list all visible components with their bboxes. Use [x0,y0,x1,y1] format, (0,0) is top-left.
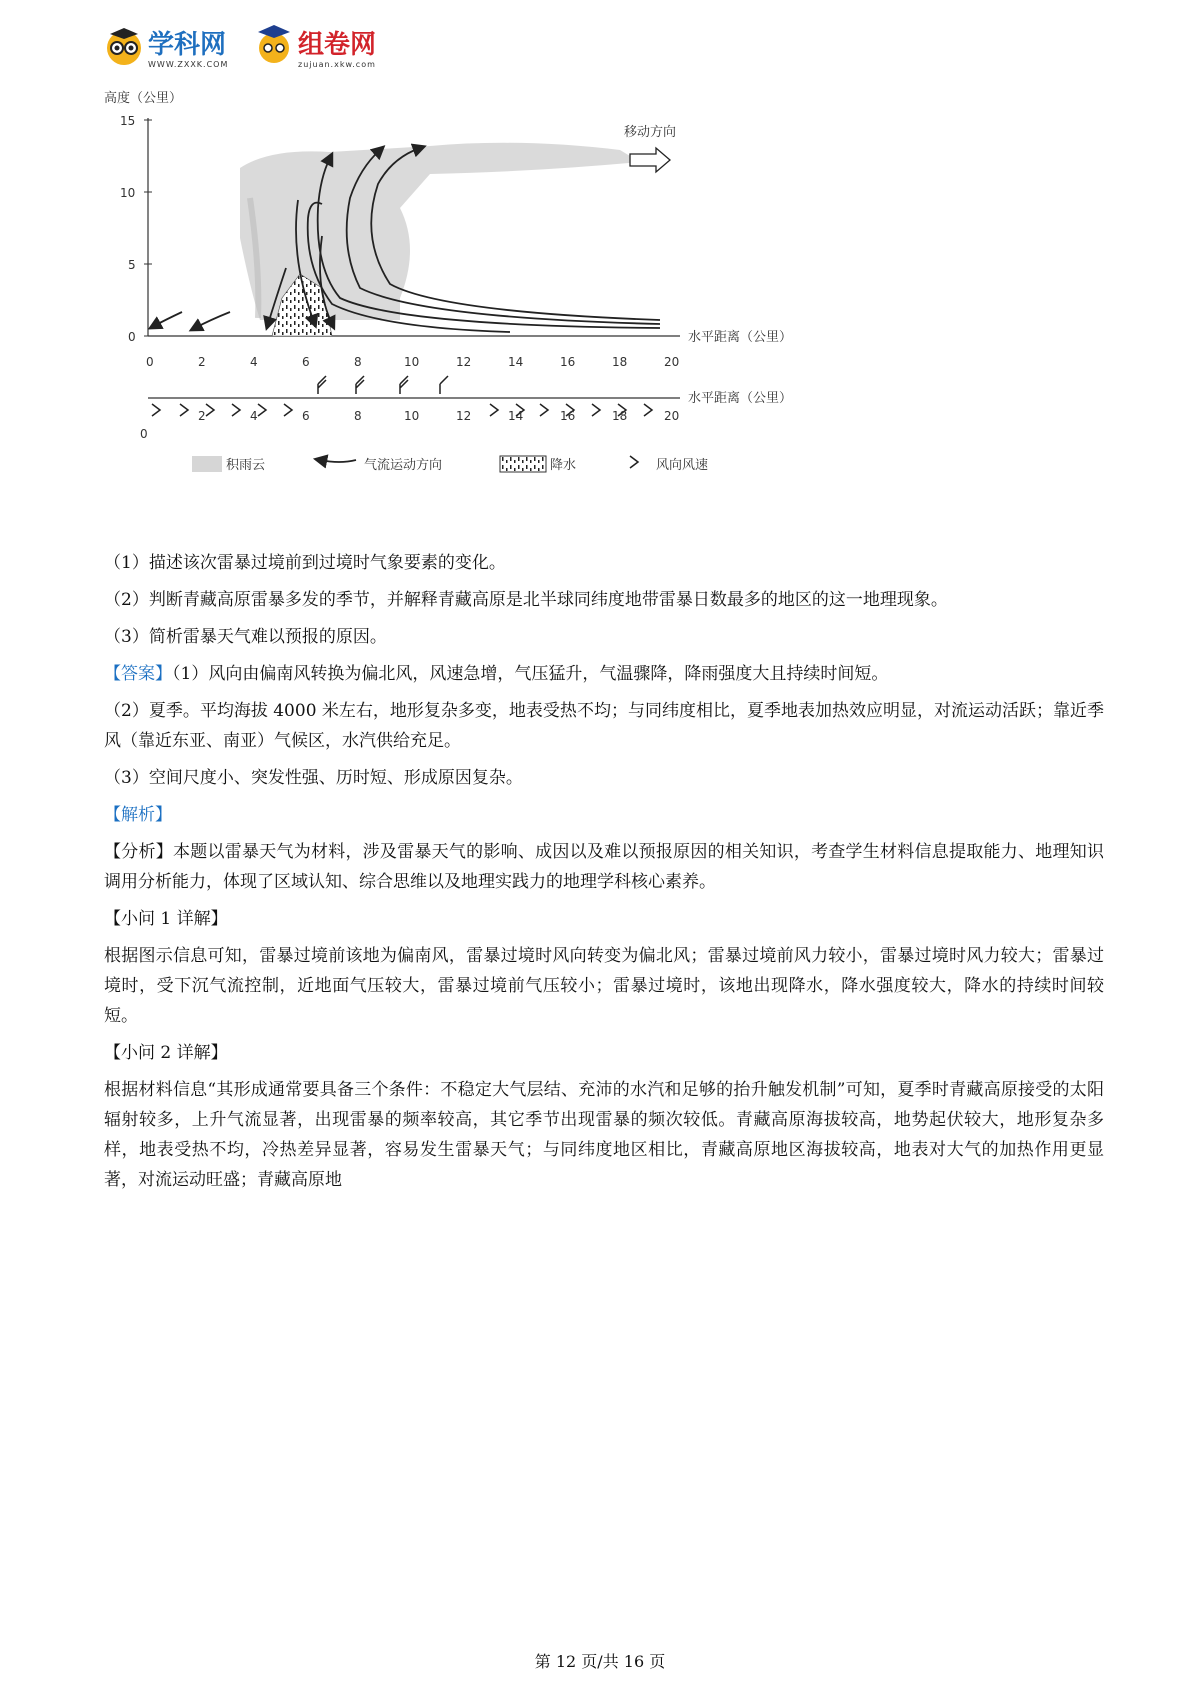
x-tick: 18 [612,355,628,369]
answer-line-2: （2）夏季。平均海拔 4000 米左右，地形复杂多变，地表受热不均；与同纬度相比，夏季地表加热效应明显，对流运动活跃；靠近季风（靠近东亚、南亚）气候区，水汽供给充足。 [104,701,1104,751]
header-logos [104,18,404,74]
document-body [104,548,1104,1202]
legend [192,456,708,473]
y-tick: 10 [120,186,136,200]
x-tick: 20 [664,355,680,369]
x-tick: 14 [508,355,524,369]
x-tick: 0 [146,355,154,369]
thunderstorm-diagram-svg [100,88,900,528]
analysis-fenxi: 【分析】本题以雷暴天气为材料，涉及雷暴天气的影响、成因以及难以预报原因的相关知识，考查学生材料信息提取能力、地理知识调用分析能力，体现了区域认知、综合思维以及地理实践力的地理学科核心素养。 [104,842,1104,892]
x-tick: 6 [302,355,310,369]
y-tick: 15 [120,114,136,128]
zujuan-logo-text: 组卷网 [298,30,377,60]
x-tick: 4 [250,355,258,369]
x-tick: 2 [198,409,206,423]
q2-detail-text: 根据材料信息“其形成通常要具备三个条件：不稳定大气层结、充沛的水汽和足够的抬升触发机制”可知，夏季时青藏高原接受的太阳辐射较多，上升气流显著，出现雷暴的频率较高，其它季节出现雷暴的频次较低。青藏高原海拔较高，地势起伏较大，地形复杂多样，地表受热不均，冷热差异显著，容易发生雷暴天气；与同纬度地区相比，青藏高原地区海拔较高，地表对大气的加热作用更显著，对流运动旺盛；青藏高原地 [104,1080,1104,1190]
legend-airflow-arrow [320,460,356,462]
zxxk-logo-sub: WWW.ZXXK.COM [148,60,229,69]
legend-rain-swatch [500,456,546,472]
x-tick: 16 [560,409,576,423]
answer-label: 【答案】 [104,664,172,684]
x-ticks-row1 [146,355,679,369]
x-tick: 2 [198,355,206,369]
legend-airflow: 气流运动方向 [364,458,443,473]
legend-cloud-swatch [192,456,222,472]
q1-detail-title: 【小问 1 详解】 [104,909,228,929]
legend-wind-barb [630,456,638,468]
x-tick: 10 [404,355,420,369]
x-tick: 6 [302,409,310,423]
legend-cloud: 积雨云 [226,458,266,473]
x-tick: 14 [508,409,524,423]
answer-text-1: （1）风向由偏南风转换为偏北风，风速急增，气压猛升，气温骤降，降雨强度大且持续时间短。 [172,664,889,684]
y-axis-label: 高度（公里） [104,91,183,106]
wind-barbs [152,376,652,416]
x-tick: 10 [404,409,420,423]
x-tick: 16 [560,355,576,369]
x-tick: 4 [250,409,258,423]
owl-icon [104,26,144,66]
thunderstorm-diagram [100,88,900,528]
zxxk-logo [104,20,244,72]
x-tick: 12 [456,355,472,369]
move-direction-arrow [630,148,670,172]
x-tick: 18 [612,409,628,423]
answer-line-1 [104,659,1104,689]
x-axis-label-2: 水平距离（公里） [688,391,793,406]
x-tick: 8 [354,355,362,369]
analysis-label: 【解析】 [104,805,172,825]
q2-detail-title: 【小问 2 详解】 [104,1043,228,1063]
mascot-icon [254,22,294,66]
question-3: （3）简析雷暴天气难以预报的原因。 [104,627,387,647]
question-2: （2）判断青藏高原雷暴多发的季节，并解释青藏高原是北半球同纬度地带雷暴日数最多的地区的这一地理现象。 [104,590,948,610]
y-tick: 5 [128,258,136,272]
zujuan-logo [254,20,404,72]
answer-line-3: （3）空间尺度小、突发性强、历时短、形成原因复杂。 [104,768,523,788]
x-axis-origin-2: 0 [140,427,148,441]
page-number: 第 12 页/共 16 页 [534,1652,666,1671]
y-tick: 0 [128,330,136,344]
q1-detail-text: 根据图示信息可知，雷暴过境前该地为偏南风，雷暴过境时风向转变为偏北风；雷暴过境前风力较小，雷暴过境时风力较大；雷暴过境时，受下沉气流控制，近地面气压较大，雷暴过境前气压较小；雷暴过境时，该地出现降水，降水强度较大，降水的持续时间较短。 [104,946,1104,1026]
legend-rain: 降水 [550,458,577,473]
question-1: （1）描述该次雷暴过境前到过境时气象要素的变化。 [104,553,506,573]
x-ticks-row2 [198,409,679,423]
x-tick: 20 [664,409,680,423]
zxxk-logo-text: 学科网 [148,30,227,60]
x-tick: 8 [354,409,362,423]
legend-wind: 风向风速 [656,458,709,473]
x-tick: 12 [456,409,472,423]
x-axis-label: 水平距离（公里） [688,330,793,345]
move-direction-label: 移动方向 [624,125,677,140]
zujuan-logo-sub: zujuan.xkw.com [298,60,376,69]
